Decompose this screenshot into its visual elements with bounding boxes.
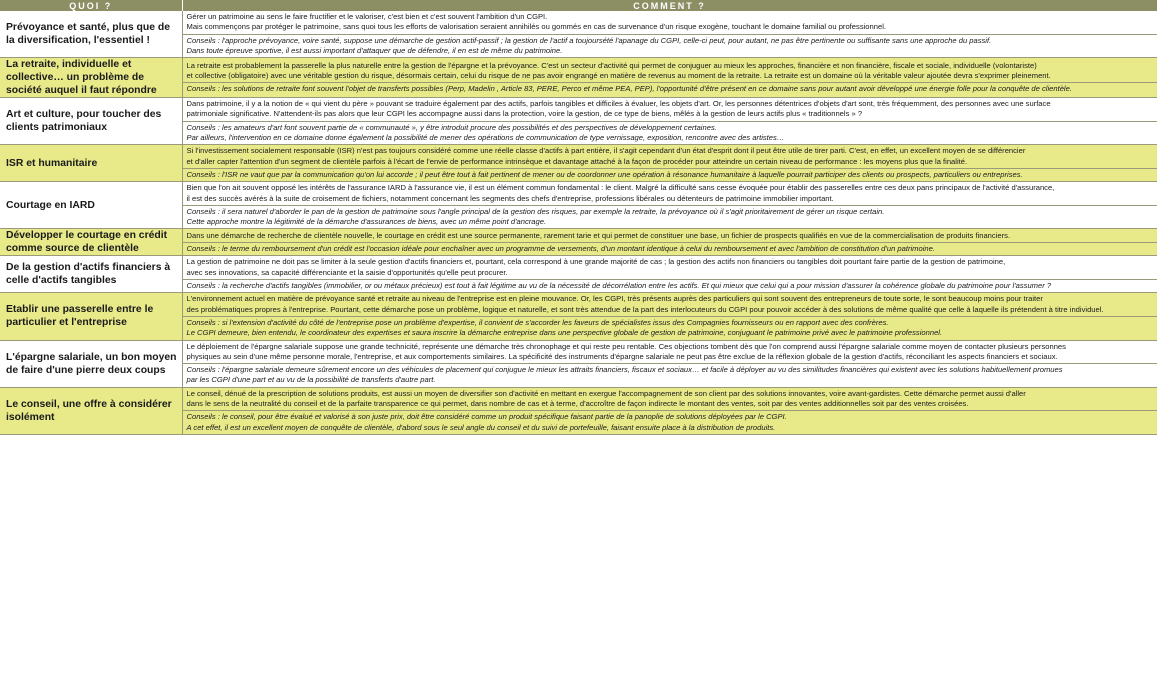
comment-text: Bien que l'on ait souvent opposé les intérêts de l'assurance IARD à l'assurance vie, il est un élément commun fondamental : le client. Malgré la difficulté sans cesse évoquée pour établir des passerelles entre ces deux pans principaux de l'activité d'assurance, il est des succès avérés à la suite de croisement de fichiers, notamment concernant les segments des chefs d'entreprise, professions libérales ou détenteurs de patrimoine immobilier important. <box>186 183 1055 203</box>
row-topic: Prévoyance et santé, plus que de la diversification, l'essentiel ! <box>0 11 182 58</box>
row-comment <box>182 58 1157 98</box>
table-header <box>0 0 1157 11</box>
row-topic: La retraite, individuelle et collective… un problème de société auquel il faut répondre <box>0 58 182 98</box>
row-topic: De la gestion d'actifs financiers à celle d'actifs tangibles <box>0 256 182 293</box>
row-comment <box>182 98 1157 145</box>
row-topic: Etablir une passerelle entre le particulier et l'entreprise <box>0 293 182 340</box>
conseil-text: Conseils : l'approche prévoyance, voire santé, suppose une démarche de gestion actif-passif ; la gestion de l'actif a toujoursété l'apanage du CGPI, celle-ci peut, pour autant, ne pas être pertinente ou suffisante sans une approche du passif. Dans toute épreuve sportive, il est aussi important d'attaquer que de défendre, il en est de même du patrimoine. <box>183 34 1157 58</box>
table-row <box>0 387 1157 434</box>
row-topic: L'épargne salariale, un bon moyen de faire d'une pierre deux coups <box>0 340 182 387</box>
conseil-text: Conseils : la recherche d'actifs tangibles (immobilier, or ou métaux précieux) est tout à fait légitime au vu de la nécessité de décorrélation entre les actifs. Et qui mieux que celui qui a pour mission d'assurer la cohérence globale du patrimoine pour l'assumer ? <box>183 279 1157 292</box>
row-comment <box>182 182 1157 229</box>
row-comment <box>182 11 1157 58</box>
row-topic: Art et culture, pour toucher des clients patrimoniaux <box>0 98 182 145</box>
conseil-text: Conseils : l'épargne salariale demeure sûrement encore un des véhicules de placement qui conjugue le mieux les attraits financiers, fiscaux et sociaux… et facile à déployer au vu des similitudes financières qui existent avec les solutions habituellement promues par les CGPI d'une part et au vu de la possibilité de transferts d'autre part. <box>183 363 1157 387</box>
conseil-text: Conseils : les solutions de retraite font souvent l'objet de transferts possibles (Perp, Madelin , Article 83, PERE, Perco et même PEA, PEP), l'opportunité d'être présent en ce domaine sans pour autant avoir développé une énergie folle pour la conquête de clientèle. <box>183 82 1157 95</box>
comment-text: Le déploiement de l'épargne salariale suppose une grande technicité, représente une démarche très chronophage et qui reste peu rentable. Ces objections tombent dès que l'on comprend aussi l'épargne salariale comme moyen de contacter plusieurs personnes physiques au sein d'une même personne morale, l'entreprise, et aux comportements similaires. La spécificité des instruments d'épargne salariale ne peut pas être exclue de la réflexion globale de la gestion d'actifs, réconciliant les aspects financiers et sociaux. <box>186 341 1066 361</box>
table-row <box>0 340 1157 387</box>
conseil-text: Conseils : il sera naturel d'aborder le pan de la gestion de patrimoine sous l'angle principal de la gestion des risques, par exemple la retraite, la prévoyance où il s'agit prioritairement de gérer un risque certain. Cette approche montre la légitimité de la démarche d'assurances de biens, avec un même point d'ancrage. <box>183 205 1157 229</box>
table-row <box>0 58 1157 98</box>
row-topic: Courtage en IARD <box>0 182 182 229</box>
table-row <box>0 145 1157 182</box>
conseil-text: Conseils : les amateurs d'art font souvent partie de « communauté », y être introduit procure des possibilités et des perspectives de développement certaines. Par ailleurs, l'intervention en ce domaine donne également la possibilité de mener des opérations de communication de type vernissage, exposition, rencontre avec des artistes… <box>183 121 1157 145</box>
conseil-text: Conseils : l'ISR ne vaut que par la communication qu'on lui accorde ; il peut être tout à fait pertinent de mener ou de coordonner une opération à résonance humanitaire à laquelle pourrait participer des clients ou prospects, particuliers ou entreprises. <box>183 168 1157 181</box>
conseil-text: Conseils : le conseil, pour être évalué et valorisé à son juste prix, doit être considéré comme un produit spécifique faisant partie de la panoplie de solutions déployées par le CGPI. A cet effet, il est un excellent moyen de conquête de clientèle, d'abord sous le seul angle du conseil et du suivi de portefeuille, faisant ensuite place à la distribution de produits. <box>183 410 1157 434</box>
row-comment <box>182 256 1157 293</box>
comment-text: Si l'investissement socialement responsable (ISR) n'est pas toujours considéré comme une réelle classe d'actifs à part entière, il s'agit cependant d'un état d'esprit dont il peut être utile de tirer parti. C'est, en effet, un excellent moyen de se différencier et d'aller capter l'attention d'un segment de clientèle parfois à l'écart de l'envie de performance intrinsèque et davantage attaché à la façon de procéder pour atteindre un certain niveau de performance : les moyens plus que la finalité. <box>186 146 1026 166</box>
comment-text: Dans une démarche de recherche de clientèle nouvelle, le courtage en crédit est une source permanente, rarement tarie et qui permet de constituer une base, un fichier de prospects qualifiés en vue de la commercialisation de produits financiers. <box>186 230 1011 240</box>
comment-text: La retraite est probablement la passerelle la plus naturelle entre la gestion de l'épargne et la prévoyance. C'est un secteur d'activité qui permet de conjuguer au mieux les approches, financière et non financière, fiscale et sociale, individuelle (volontariste) et collective (obligatoire) avec une véritable gestion du risque, désormais certain, celui du risque de ne pas avoir engrangé en matière de revenus au moment de la retraite. La retraite est un domaine où la véritable valeur ajoutée devra s'exprimer pleinement. <box>186 60 1051 81</box>
conseil-text: Conseils : si l'extension d'activité du côté de l'entreprise pose un problème d'expertise, il convient de s'accorder les faveurs de spécialistes issus des Compagnies fournisseurs ou en rapport avec des confrères. Le CGPI demeure, bien entendu, le coordinateur des expertises et saura inscrire la démarche entreprise dans une perspective globale de gestion de patrimoine, conjuguant le patrimoine privé avec le patrimoine professionnel. <box>183 316 1157 340</box>
row-topic: ISR et humanitaire <box>0 145 182 182</box>
comment-text: L'environnement actuel en matière de prévoyance santé et retraite au niveau de l'entreprise est en pleine mouvance. Or, les CGPI, très présents auprès des particuliers qui sont souvent des entrepreneurs de toute sorte, le sont beaucoup moins pour traiter des problématiques propres à l'entreprise. Pourtant, cette démarche pose un problème, logique et naturelle, et sont très attendue de la part des interlocuteurs du CGPI pour pouvoir accéder à des solutions de même qualité que celle à laquelle ils prétendent à titre individuel. <box>186 294 1104 314</box>
row-comment <box>182 145 1157 182</box>
comment-text: Le conseil, dénué de la prescription de solutions produits, est aussi un moyen de diversifier son d'activité en mettant en exergue l'accompagnement de son client par des solutions innovantes, voire avant-gardistes. Cette démarche permet aussi d'aller dans le sens de la neutralité du conseil et de la parfaite transparence ce qui permet, dans nombre de cas et à terme, d'accroître de façon indirecte le montant des ventes, soit par des ventes additionnelles soit par des ventes croisées. <box>186 388 1026 409</box>
row-topic: Le conseil, une offre à considérer isolément <box>0 387 182 434</box>
row-topic: Développer le courtage en crédit comme source de clientèle <box>0 229 182 256</box>
header-comment: COMMENT ? <box>182 0 1157 11</box>
table-row <box>0 293 1157 340</box>
row-comment <box>182 293 1157 340</box>
row-comment <box>182 229 1157 256</box>
row-comment <box>182 340 1157 387</box>
table-row <box>0 256 1157 293</box>
table-body <box>0 11 1157 434</box>
table-row <box>0 98 1157 145</box>
table-row <box>0 11 1157 58</box>
comment-text: La gestion de patrimoine ne doit pas se limiter à la seule gestion d'actifs financiers et, pourtant, cela correspond à une grande majorité de cas ; la gestion des actifs non financiers ou tangibles doit pourtant faire partie de la gestion de patrimoine, avec ses innovations, sa capacité différenciante et la saisie d'opportunités qu'elle peut procurer. <box>186 257 1006 277</box>
table-row <box>0 229 1157 256</box>
row-comment <box>182 387 1157 434</box>
table-row <box>0 182 1157 229</box>
comment-text: Dans patrimoine, il y a la notion de « qui vient du père » pouvant se traduire également par des actifs, parfois tangibles et difficiles à évaluer, les objets d'art. Or, les personnes détentrices d'objets d'art sont, très fréquemment, des personnes avec une surface patrimoniale significative. N'attendent-ils pas alors que leur CGPI les accompagne aussi dans la protection, voire la gestion, de ce type de biens, mêlés à la gestion de leurs actifs plus « traditionnels » ? <box>186 99 1051 119</box>
comment-text: Gérer un patrimoine au sens le faire fructifier et le valoriser, c'est bien et c'est souvent l'ambition d'un CGPI. Mais commençons par protéger le patrimoine, sans quoi tous les efforts de valorisation seraient annihilés ou gommés en cas de survenance d'un risque exogène, touchant le domaine familial ou professionnel. <box>186 12 886 32</box>
conseil-text: Conseils : le terme du remboursement d'un crédit est l'occasion idéale pour enchaîner avec un programme de versements, d'un montant identique à celui du remboursement et avec l'ambition de constitution d'un patrimoine. <box>183 242 1157 255</box>
header-quoi: QUOI ? <box>0 0 182 11</box>
